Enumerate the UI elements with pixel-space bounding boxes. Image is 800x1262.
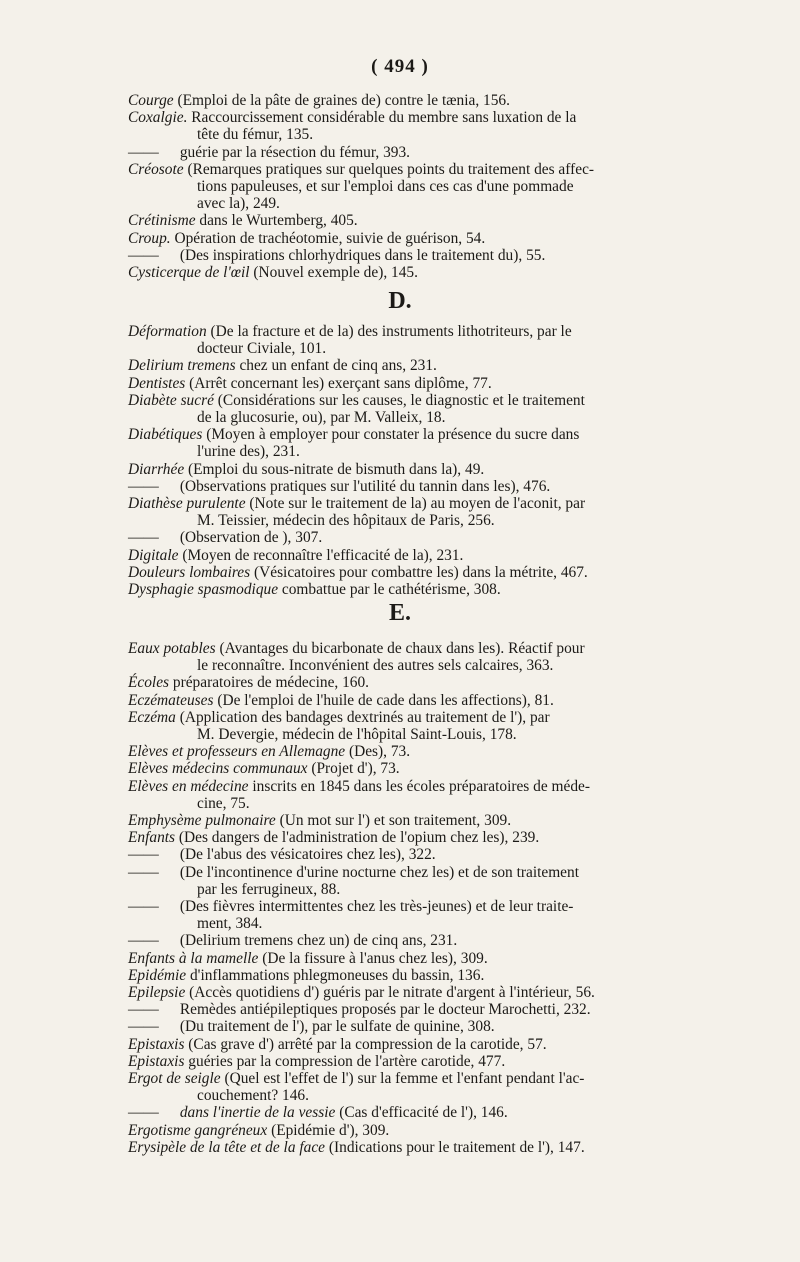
entry-text: M. Teissier, médecin des hôpitaux de Paris, 256. <box>197 512 495 530</box>
index-entry <box>128 1104 676 1121</box>
index-entry <box>128 478 676 495</box>
entry-term: Coxalgie. <box>128 109 188 127</box>
index-entry <box>128 1001 676 1018</box>
entry-continuation <box>128 340 676 357</box>
entry-text: (Epidémie d'), 309. <box>271 1121 390 1139</box>
entry-line <box>128 864 676 881</box>
entry-line <box>128 247 676 264</box>
entry-line <box>128 92 676 109</box>
entry-line <box>128 375 676 392</box>
repeat-dash <box>128 529 176 546</box>
entry-text: ment, 384. <box>197 915 263 933</box>
entry-line <box>128 932 676 949</box>
entry-term: Elèves en médecine <box>128 777 249 795</box>
index-entry <box>128 1070 676 1104</box>
index-entry <box>128 92 676 109</box>
entry-text: (De l'emploi de l'huile de cade dans les affections), 81. <box>217 691 554 709</box>
entry-term: Delirium tremens <box>128 357 236 375</box>
index-entry <box>128 984 676 1001</box>
repeat-dash <box>128 864 176 881</box>
entry-text: (Des inspirations chlorhydriques dans le traitement du), 55. <box>179 246 546 264</box>
entry-line <box>128 950 676 967</box>
section-d-entries <box>128 323 676 598</box>
index-entry <box>128 357 676 374</box>
entry-text: chez un enfant de cinq ans, 231. <box>239 357 437 375</box>
entry-term: Elèves et professeurs en Allemagne <box>128 743 346 761</box>
entry-continuation <box>128 512 676 529</box>
entry-term: Cysticerque de l'œil <box>128 264 250 282</box>
entry-line <box>128 426 676 443</box>
entry-line <box>128 581 676 598</box>
index-entry <box>128 1122 676 1139</box>
index-entry <box>128 109 676 143</box>
repeat-dash <box>128 846 176 863</box>
entry-line <box>128 264 676 281</box>
entry-term: Croup. <box>128 229 171 247</box>
entry-term: Ergot de seigle <box>128 1070 221 1088</box>
entry-term: Epistaxis <box>128 1052 185 1070</box>
index-entry <box>128 760 676 777</box>
entry-term: Epidémie <box>128 966 187 984</box>
index-entry <box>128 547 676 564</box>
entry-text: (Nouvel exemple de), 145. <box>253 264 418 282</box>
entry-text: (Observation de ), 307. <box>179 529 323 547</box>
entry-line <box>128 547 676 564</box>
entry-text: Raccourcissement considérable du membre sans luxation de la <box>191 109 577 127</box>
entry-line <box>128 478 676 495</box>
entry-text: guérie par la résection du fémur, 393. <box>179 143 411 161</box>
entry-text: guéries par la compression de l'artère carotide, 477. <box>188 1052 506 1070</box>
entry-line <box>128 109 676 126</box>
section-c-entries <box>128 92 676 281</box>
index-entry <box>128 212 676 229</box>
entry-line <box>128 529 676 546</box>
entry-term: Écoles <box>128 674 170 692</box>
entry-line <box>128 161 676 178</box>
index-entry <box>128 778 676 812</box>
section-letter-e: E. <box>388 600 411 626</box>
index-entry <box>128 674 676 691</box>
entry-continuation <box>128 795 676 812</box>
entry-line <box>128 778 676 795</box>
entry-term: Déformation <box>128 323 207 340</box>
entry-text: couchement? 146. <box>197 1087 309 1105</box>
entry-term: Digitale <box>128 546 179 564</box>
section-e-entries <box>128 640 676 1156</box>
entry-continuation <box>128 915 676 932</box>
entry-line <box>128 1018 676 1035</box>
index-entry <box>128 144 676 161</box>
entry-continuation <box>128 881 676 898</box>
entry-continuation <box>128 443 676 460</box>
entry-line <box>128 1122 676 1139</box>
entry-line <box>128 709 676 726</box>
entry-term: Diathèse purulente <box>128 495 246 513</box>
entry-text: préparatoires de médecine, 160. <box>172 674 370 692</box>
entry-text: Remèdes antiépileptiques proposés par le docteur Marochetti, 232. <box>179 1001 591 1019</box>
entry-text: (Des dangers de l'administration de l'opium chez les), 239. <box>178 829 540 847</box>
index-entry <box>128 426 676 460</box>
index-entry <box>128 230 676 247</box>
entry-text: tions papuleuses, et sur l'emploi dans ces cas d'une pommade <box>197 178 574 196</box>
entry-line <box>128 1053 676 1070</box>
entry-text: (Observations pratiques sur l'utilité du tannin dans les), 476. <box>179 477 551 495</box>
entry-term: Eaux potables <box>128 640 216 657</box>
index-entry <box>128 375 676 392</box>
entry-line <box>128 323 676 340</box>
entry-line <box>128 461 676 478</box>
entry-term: Epilepsie <box>128 984 186 1002</box>
index-entry <box>128 692 676 709</box>
entry-line <box>128 846 676 863</box>
entry-term: Epistaxis <box>128 1035 185 1053</box>
entry-text: (Application des bandages dextrinés au traitement de l'), par <box>179 708 550 726</box>
repeat-dash <box>128 898 176 915</box>
index-entry <box>128 529 676 546</box>
entry-text: l'urine des), 231. <box>197 443 300 461</box>
entry-term: Douleurs lombaires <box>128 563 251 581</box>
index-entry <box>128 264 676 281</box>
entry-text: (Emploi de la pâte de graines de) contre le tænia, 156. <box>177 92 510 109</box>
entry-text: (Quel est l'effet de l') sur la femme et l'enfant pendant l'ac- <box>224 1070 585 1088</box>
entry-line <box>128 984 676 1001</box>
repeat-dash <box>128 1018 176 1035</box>
index-entry <box>128 1036 676 1053</box>
entry-text: (Moyen de reconnaître l'efficacité de la), 231. <box>182 546 464 564</box>
entry-line <box>128 495 676 512</box>
entry-text: cine, 75. <box>197 794 250 812</box>
repeat-dash <box>128 932 176 949</box>
entry-continuation <box>128 178 676 195</box>
index-entry <box>128 495 676 529</box>
index-entry <box>128 323 676 357</box>
entry-line <box>128 230 676 247</box>
index-entry <box>128 564 676 581</box>
index-entry <box>128 950 676 967</box>
entry-continuation <box>128 126 676 143</box>
entry-line <box>128 144 676 161</box>
entry-line <box>128 1070 676 1087</box>
index-entry <box>128 640 676 674</box>
entry-text: M. Devergie, médecin de l'hôpital Saint-Louis, 178. <box>197 726 517 744</box>
entry-line <box>128 898 676 915</box>
entry-term: Ergotisme gangréneux <box>128 1121 268 1139</box>
entry-text: (Projet d'), 73. <box>311 760 400 778</box>
entry-term: Diabétiques <box>128 426 203 444</box>
entry-text: de la glucosurie, ou), par M. Valleix, 18. <box>197 409 446 427</box>
entry-term: Emphysème pulmonaire <box>128 812 276 830</box>
entry-text: (Delirium tremens chez un) de cinq ans, 231. <box>179 932 458 950</box>
entry-term: Diabète sucré <box>128 391 214 409</box>
index-entry <box>128 1018 676 1035</box>
entry-term: Enfants à la mamelle <box>128 949 259 967</box>
index-entry <box>128 1139 676 1156</box>
entry-line <box>128 1139 676 1156</box>
index-entry <box>128 709 676 743</box>
entry-text: avec la), 249. <box>197 195 280 213</box>
index-entry <box>128 743 676 760</box>
entry-continuation <box>128 726 676 743</box>
entry-line <box>128 357 676 374</box>
section-letter-d: D. <box>388 288 412 314</box>
index-entry <box>128 1053 676 1070</box>
entry-line <box>128 564 676 581</box>
index-entry <box>128 967 676 984</box>
repeat-dash <box>128 144 176 161</box>
entry-subterm: dans l'inertie de la vessie <box>179 1104 336 1122</box>
index-entry <box>128 829 676 846</box>
entry-text: tête du fémur, 135. <box>197 126 314 144</box>
entry-text: dans le Wurtemberg, 405. <box>199 212 358 230</box>
entry-term: Enfants <box>128 829 176 847</box>
entry-line <box>128 1104 676 1121</box>
entry-line <box>128 829 676 846</box>
entry-text: (Accès quotidiens d') guéris par le nitrate d'argent à l'intérieur, 56. <box>189 984 595 1002</box>
entry-line <box>128 212 676 229</box>
entry-text: (Remarques pratiques sur quelques points du traitement des affec- <box>187 160 595 178</box>
entry-term: Erysipèle de la tête et de la face <box>128 1138 326 1156</box>
entry-text: (Indications pour le traitement de l'), 147. <box>328 1138 585 1156</box>
index-entry <box>128 581 676 598</box>
entry-line <box>128 1036 676 1053</box>
entry-text: (Avantages du bicarbonate de chaux dans les). Réactif pour <box>219 640 585 657</box>
entry-text: (Moyen à employer pour constater la présence du sucre dans <box>206 426 580 444</box>
entry-text: (Des fièvres intermittentes chez les très-jeunes) et de leur traite- <box>179 898 574 916</box>
entry-line <box>128 640 676 657</box>
entry-text: (Des), 73. <box>348 743 411 761</box>
index-entry <box>128 247 676 264</box>
entry-term: Eczéma <box>128 708 176 726</box>
entry-term: Diarrhée <box>128 460 185 478</box>
entry-text: (Considérations sur les causes, le diagnostic et le traitement <box>217 391 585 409</box>
index-entry <box>128 864 676 898</box>
index-entry <box>128 392 676 426</box>
index-entry <box>128 812 676 829</box>
entry-term: Eczémateuses <box>128 691 214 709</box>
entry-text: (Du traitement de l'), par le sulfate de quinine, 308. <box>179 1018 495 1036</box>
entry-line <box>128 812 676 829</box>
entry-continuation <box>128 657 676 674</box>
entry-term: Courge <box>128 92 174 109</box>
entry-text: Opération de trachéotomie, suivie de guérison, 54. <box>174 229 486 247</box>
page-number: ( 494 ) <box>371 56 429 77</box>
entry-text: docteur Civiale, 101. <box>197 340 327 358</box>
entry-term: Elèves médecins communaux <box>128 760 308 778</box>
entry-term: Dentistes <box>128 374 186 392</box>
repeat-dash <box>128 478 176 495</box>
entry-continuation <box>128 195 676 212</box>
index-entry <box>128 161 676 213</box>
entry-text: d'inflammations phlegmoneuses du bassin, 136. <box>189 966 485 984</box>
entry-text: (Emploi du sous-nitrate de bismuth dans la), 49. <box>188 460 485 478</box>
entry-text: (Arrêt concernant les) exerçant sans diplôme, 77. <box>189 374 492 392</box>
entry-text: combattue par le cathétérisme, 308. <box>281 581 501 599</box>
entry-text: (De la fissure à l'anus chez les), 309. <box>262 949 488 967</box>
entry-line <box>128 760 676 777</box>
index-entry <box>128 461 676 478</box>
entry-text: le reconnaître. Inconvénient des autres sels calcaires, 363. <box>197 657 554 675</box>
entry-text: (De la fracture et de la) des instruments lithotriteurs, par le <box>210 323 572 340</box>
entry-line <box>128 392 676 409</box>
entry-text: (Cas grave d') arrêté par la compression de la carotide, 57. <box>188 1035 547 1053</box>
entry-line <box>128 967 676 984</box>
entry-text: (De l'incontinence d'urine nocturne chez les) et de son traitement <box>179 863 579 881</box>
entry-text: (Cas d'efficacité de l'), 146. <box>339 1104 508 1122</box>
entry-text: (Note sur le traitement de la) au moyen de l'aconit, par <box>249 495 586 513</box>
entry-continuation <box>128 1087 676 1104</box>
entry-line <box>128 1001 676 1018</box>
index-entry <box>128 846 676 863</box>
entry-term: Dysphagie spasmodique <box>128 581 279 599</box>
entry-text: (Vésicatoires pour combattre les) dans la métrite, 467. <box>254 563 588 581</box>
entry-text: (De l'abus des vésicatoires chez les), 322. <box>179 846 436 864</box>
entry-text: (Un mot sur l') et son traitement, 309. <box>279 812 512 830</box>
entry-text: par les ferrugineux, 88. <box>197 880 341 898</box>
entry-line <box>128 674 676 691</box>
index-entry <box>128 932 676 949</box>
index-entry <box>128 898 676 932</box>
repeat-dash <box>128 1001 176 1018</box>
entry-continuation <box>128 409 676 426</box>
entry-term: Créosote <box>128 160 184 178</box>
entry-text: inscrits en 1845 dans les écoles préparatoires de méde- <box>252 777 590 795</box>
repeat-dash <box>128 247 176 264</box>
repeat-dash <box>128 1104 176 1121</box>
entry-line <box>128 692 676 709</box>
entry-term: Crétinisme <box>128 212 196 230</box>
entry-line <box>128 743 676 760</box>
